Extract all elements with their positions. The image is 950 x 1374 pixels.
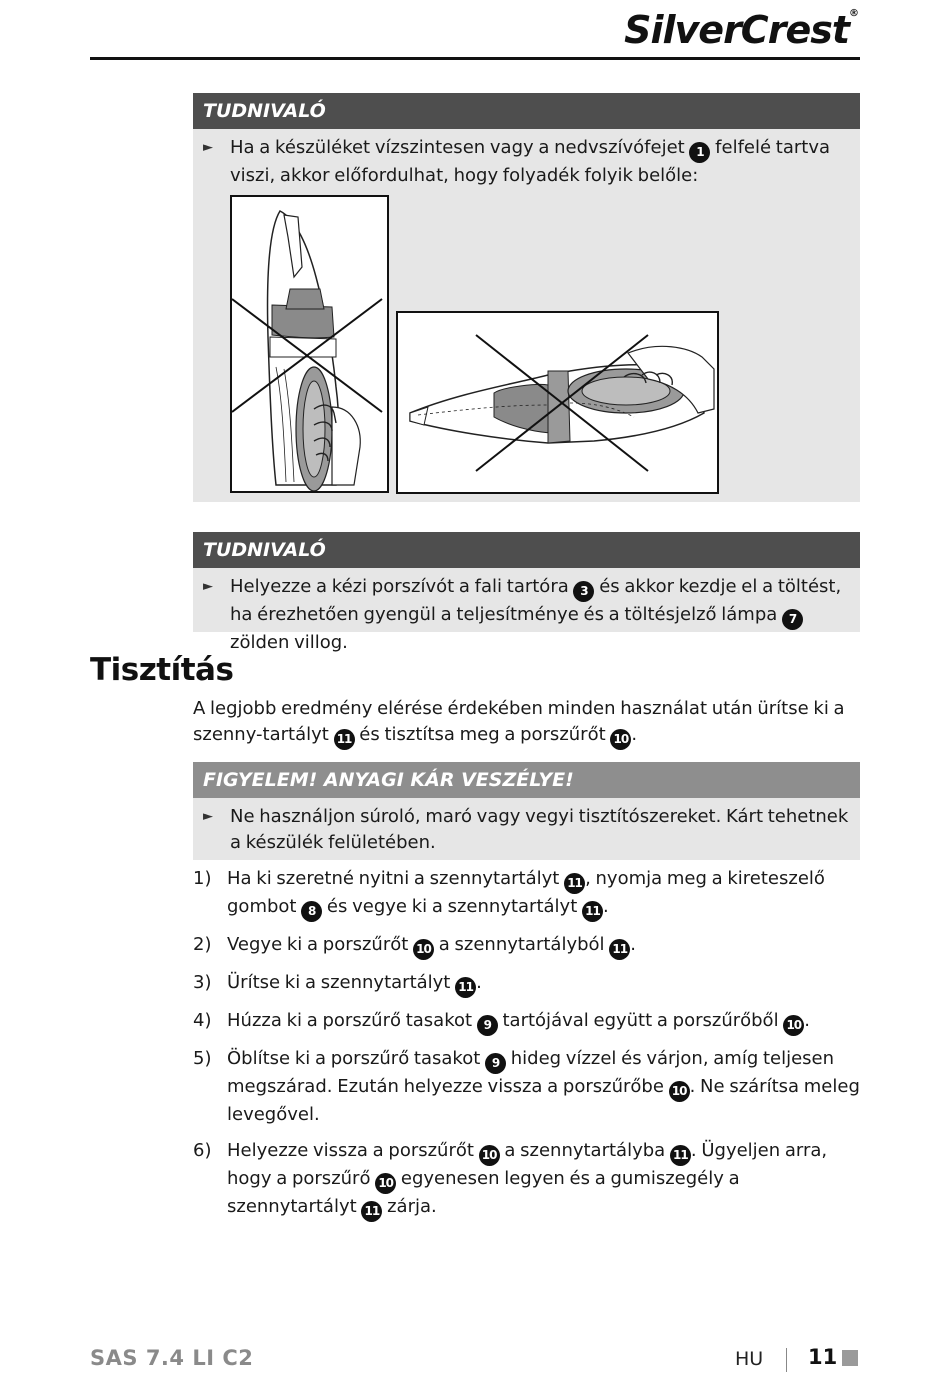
notice-box-2	[193, 532, 860, 653]
notice-text: Ha a készüléket vízszintesen vagy a nedvszívófejet 1 felfelé tartva viszi, akkor előfordulhat, hogy folyadék folyik belőle:	[230, 137, 831, 186]
header-rule	[90, 57, 860, 60]
step-item	[193, 1046, 860, 1128]
step-text: Ha ki szeretné nyitni a szennytartályt 11 , nyomja meg a kireteszelő gombot 8 és vegye ki a szennytartályt 11 .	[227, 868, 825, 917]
notice-bullet	[193, 568, 860, 662]
horizontal-vacuum-drawing	[398, 313, 717, 492]
part-reference-number: 10	[413, 939, 434, 960]
warning-title: FIGYELEM! ANYAGI KÁR VESZÉLYE!	[193, 762, 860, 798]
step-text: Vegye ki a porszűrőt 10 a szennytartályból 11 .	[227, 934, 636, 955]
page-marker-square	[842, 1350, 858, 1366]
notice-bullet	[193, 129, 860, 195]
step-text: Húzza ki a porszűrő tasakot 9 tartójával együtt a porszűrőből 10 .	[227, 1010, 810, 1031]
notice-title: TUDNIVALÓ	[193, 532, 860, 568]
part-reference-number: 10	[610, 729, 631, 750]
part-reference-number: 8	[301, 901, 322, 922]
part-reference-number: 7	[782, 609, 803, 630]
step-item	[193, 866, 860, 922]
footer-separator	[786, 1348, 787, 1372]
bullet-arrow-icon: ►	[203, 809, 213, 824]
bullet-arrow-icon: ►	[203, 579, 213, 594]
part-reference-number: 10	[783, 1015, 804, 1036]
footer-model: SAS 7.4 LI C2	[90, 1346, 254, 1370]
part-reference-number: 11	[334, 729, 355, 750]
section-title: Tisztítás	[90, 652, 234, 688]
illustration-horizontal-vacuum	[396, 311, 719, 494]
warning-box	[193, 762, 860, 860]
notice-title: TUDNIVALÓ	[193, 93, 860, 129]
vertical-vacuum-drawing	[232, 197, 387, 491]
brand-logo	[624, 8, 858, 52]
step-number: 3)	[193, 972, 212, 993]
step-item	[193, 970, 860, 998]
step-item	[193, 932, 860, 960]
illustration-vertical-vacuum	[230, 195, 389, 493]
part-reference-number: 9	[485, 1053, 506, 1074]
section-intro: A legjobb eredmény elérése érdekében minden használat után ürítse ki a szenny-tartályt 11 és tisztítsa meg a porszűrőt 10 .	[193, 696, 863, 750]
part-reference-number: 3	[573, 581, 594, 602]
step-item	[193, 1138, 860, 1222]
warning-bullet	[193, 798, 860, 862]
part-reference-number: 11	[609, 939, 630, 960]
part-reference-number: 10	[479, 1145, 500, 1166]
step-number: 6)	[193, 1140, 212, 1161]
step-number: 2)	[193, 934, 212, 955]
part-reference-number: 10	[375, 1173, 396, 1194]
step-text: Helyezze vissza a porszűrőt 10 a szennytartályba 11 . Ügyeljen arra, hogy a porszűrő 10 egyenesen legyen és a gumiszegély a szennytartályt 11 zárja.	[227, 1140, 827, 1217]
part-reference-number: 11	[564, 873, 585, 894]
part-reference-number: 10	[669, 1081, 690, 1102]
step-text: Ürítse ki a szennytartályt 11 .	[227, 972, 482, 993]
step-item	[193, 1008, 860, 1036]
part-reference-number: 1	[689, 142, 710, 163]
registered-mark: ®	[849, 8, 858, 19]
part-reference-number: 11	[582, 901, 603, 922]
cleaning-steps	[193, 866, 860, 1232]
step-number: 4)	[193, 1010, 212, 1031]
bullet-arrow-icon: ►	[203, 140, 213, 155]
part-reference-number: 9	[477, 1015, 498, 1036]
warning-text: Ne használjon súroló, maró vagy vegyi tisztítószereket. Kárt tehetnek a készülék felületében.	[230, 806, 849, 853]
step-number: 1)	[193, 868, 212, 889]
part-reference-number: 11	[670, 1145, 691, 1166]
page-number: 11	[808, 1345, 838, 1369]
brand-name: SilverCrest	[624, 8, 849, 52]
part-reference-number: 11	[455, 977, 476, 998]
part-reference-number: 11	[361, 1201, 382, 1222]
step-text: Öblítse ki a porszűrő tasakot 9 hideg vízzel és várjon, amíg teljesen megszárad. Ezután helyezze vissza a porszűrőbe 10 . Ne szárítsa meleg levegővel.	[227, 1048, 860, 1125]
footer-language: HU	[735, 1348, 764, 1370]
notice-text: Helyezze a kézi porszívót a fali tartóra 3 és akkor kezdje el a töltést, ha érezhetően gyengül a teljesítménye és a töltésjelző lámpa 7 zölden villog.	[230, 576, 842, 653]
step-number: 5)	[193, 1048, 212, 1069]
